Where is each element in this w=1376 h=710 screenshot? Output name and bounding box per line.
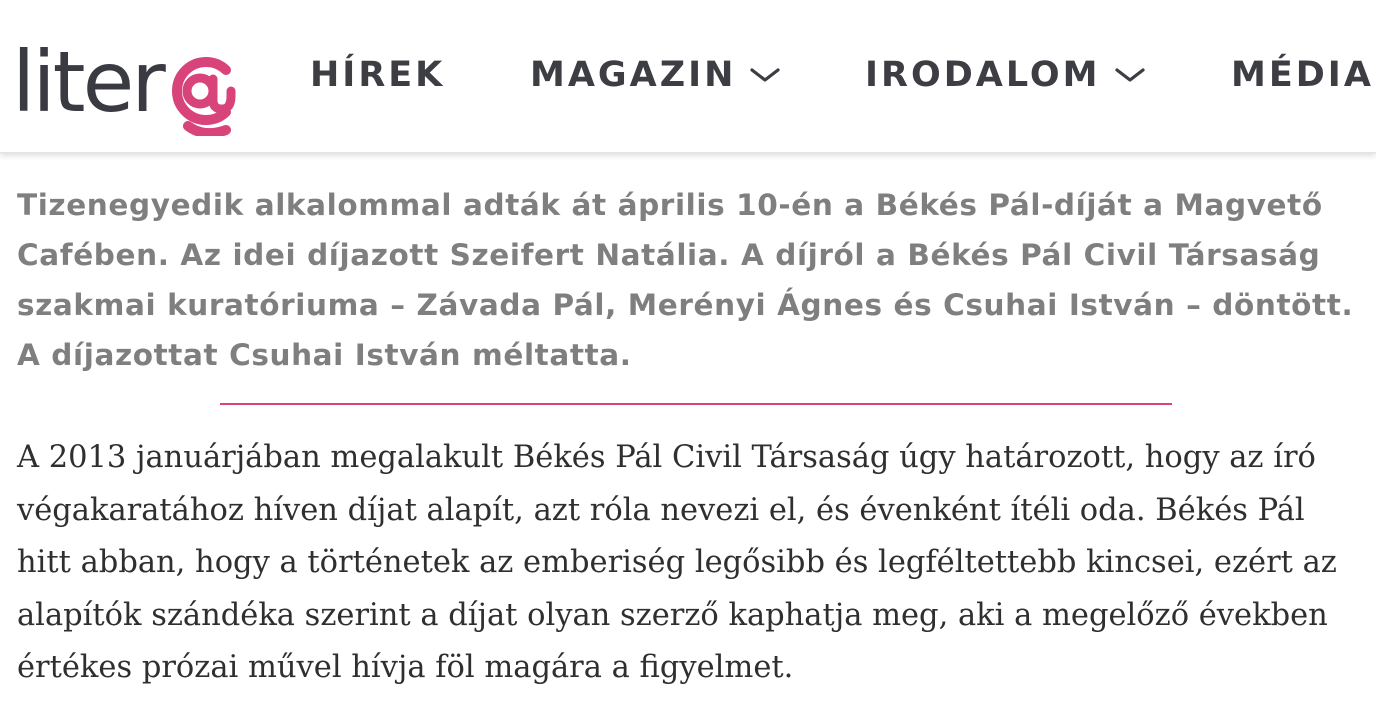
nav-item-magazin[interactable] bbox=[530, 50, 780, 100]
nav-item-hirek[interactable] bbox=[310, 50, 445, 100]
nav-item-label: IRODALOM bbox=[865, 55, 1101, 95]
chevron-down-icon bbox=[750, 65, 780, 85]
site-header bbox=[0, 0, 1376, 153]
chevron-down-icon bbox=[1115, 65, 1145, 85]
nav-item-label: HÍREK bbox=[310, 55, 446, 95]
article-divider bbox=[220, 403, 1172, 405]
nav-item-label: MAGAZIN bbox=[530, 55, 737, 95]
logo-wordmark: liter bbox=[12, 33, 163, 131]
article-lead: Tizenegyedik alkalommal adták át április 10-én a Békés Pál-díját a Magvető Cafében. Az idei díjazott Szeifert Natália. A díjról a Békés Pál Civil Társaság szakmai kuratóriuma – Závada Pál, Merényi Ágnes és Csuhai István – döntött. A díjazottat Csuhai István méltatta. bbox=[17, 188, 1354, 372]
nav-item-label: MÉDIA bbox=[1231, 55, 1374, 95]
site-logo[interactable] bbox=[12, 12, 163, 131]
nav-item-media[interactable] bbox=[1231, 50, 1374, 100]
logo-at-icon bbox=[164, 46, 236, 136]
nav-item-irodalom[interactable] bbox=[865, 50, 1145, 100]
article-body-paragraph: A 2013 januárjában megalakult Békés Pál Civil Társaság úgy határozott, hogy az író végakaratához híven díjat alapít, azt róla nevezi el, és évenként ítéli oda. Békés Pál hitt abban, hogy a történetek az emberiség legősibb és legféltettebb kincsei, ezért az alapítók szándéka szerint a díjat olyan szerző kaphatja meg, aki a megelőző években értékes prózai művel hívja föl magára a figyelmet. bbox=[17, 440, 1337, 685]
